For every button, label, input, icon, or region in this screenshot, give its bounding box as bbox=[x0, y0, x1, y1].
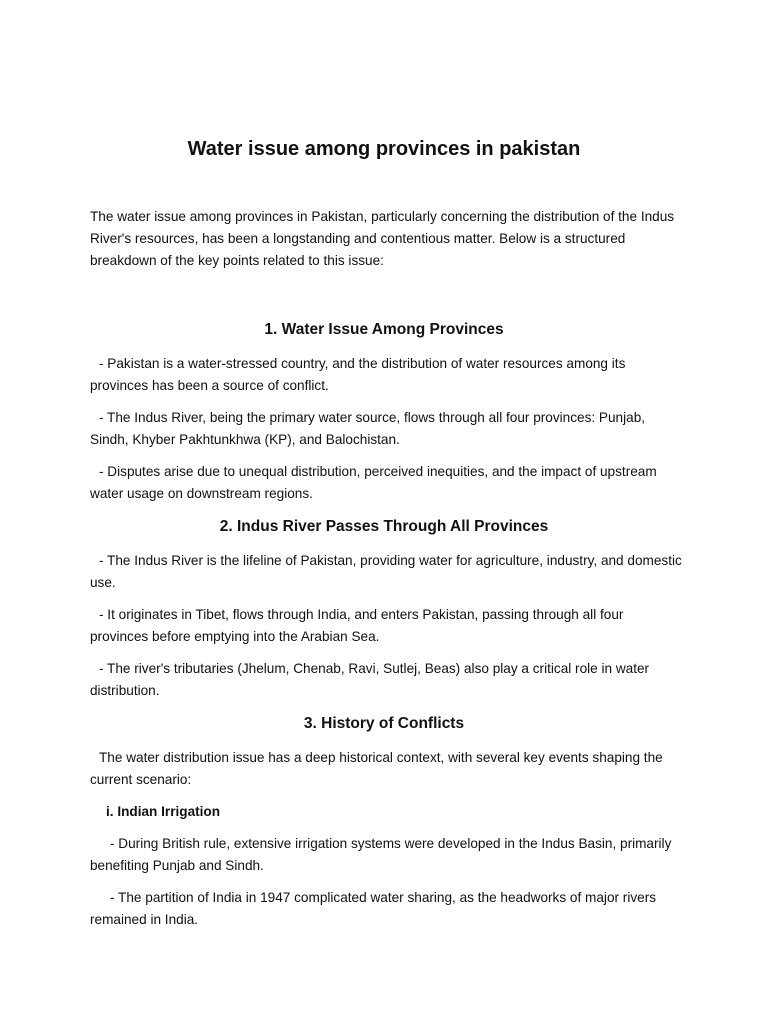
section-1-paragraph-3: - Disputes arise due to unequal distribution, perceived inequities, and the impact of upstream water usage on downstream regions. bbox=[90, 464, 657, 501]
subsection-paragraph-2: - The partition of India in 1947 complicated water sharing, as the headworks of major rivers remained in India. bbox=[90, 890, 657, 927]
section-3-paragraph-1: The water distribution issue has a deep historical context, with several key events shaping the current scenario: bbox=[90, 750, 663, 787]
section-1-heading: 1. Water Issue Among Provinces bbox=[264, 321, 504, 338]
section-2-paragraph-2: - It originates in Tibet, flows through India, and enters Pakistan, passing through all four provinces before emptying into the Arabian Sea. bbox=[90, 607, 624, 644]
section-2-paragraph-1: - The Indus River is the lifeline of Pakistan, providing water for agriculture, industry, and domestic use. bbox=[90, 553, 682, 590]
section-1-paragraph-2: - The Indus River, being the primary water source, flows through all four provinces: Punjab, Sindh, Khyber Pakhtunkhwa (KP), and Balochistan. bbox=[90, 410, 646, 447]
section-2-paragraph-3: - The river's tributaries (Jhelum, Chenab, Ravi, Sutlej, Beas) also play a critical role in water distribution. bbox=[90, 661, 650, 698]
document-title: Water issue among provinces in pakistan bbox=[187, 138, 581, 160]
subsection-indian-irrigation-heading: i. Indian Irrigation bbox=[106, 804, 221, 819]
subsection-paragraph-1: - During British rule, extensive irrigation systems were developed in the Indus Basin, primarily benefiting Punjab and Sindh. bbox=[90, 836, 672, 873]
intro-paragraph: The water issue among provinces in Pakistan, particularly concerning the distribution of the Indus River's resources, has been a longstanding and contentious matter. Below is a structured breakdown of the key points related to this issue: bbox=[90, 209, 675, 268]
section-2-heading: 2. Indus River Passes Through All Provinces bbox=[219, 518, 549, 535]
section-1-paragraph-1: - Pakistan is a water-stressed country, and the distribution of water resources among its provinces has been a source of conflict. bbox=[90, 356, 626, 393]
section-3-heading: 3. History of Conflicts bbox=[303, 715, 465, 732]
